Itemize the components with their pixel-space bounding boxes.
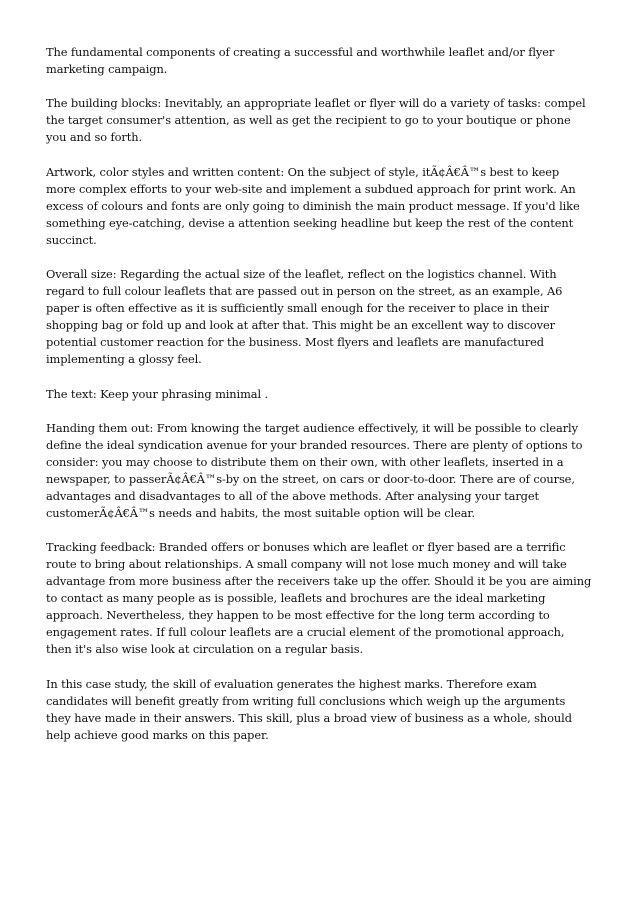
paragraph-intro: The fundamental components of creating a successful and worthwhile leaflet and/or flyer marketing campaign. (46, 45, 555, 76)
paragraph-text: The text: Keep your phrasing minimal . (46, 386, 269, 401)
paragraph-artwork: Artwork, color styles and written content: On the subject of style, itÃ¢Â€Â™s best to keep more complex efforts to your web-site and implement a subdued approach for print work. An excess of colours and fonts are only going to diminish the main product message. If you'd like something eye-catching, devise a attention seeking headline but keep the rest of the content succinct. (46, 164, 580, 247)
paragraph-tracking-feedback: Tracking feedback: Branded offers or bonuses which are leaflet or flyer based are a terrific route to bring about relationships. A small company will not lose much money and will take advantage from more business after the receivers take up the offer. Should it be you are aiming to contact as many people as is possible, leaflets and brochures are the ideal marketing approach. Nevertheless, they happen to be most effective for the long term according to engagement rates. If full colour leaflets are a crucial element of the promotional approach, then it's also wise look at circulation on a regular basis. (46, 540, 592, 657)
document-body (46, 44, 592, 761)
paragraph-case-study: In this case study, the skill of evaluation generates the highest marks. Therefore exam candidates will benefit greatly from writing full conclusions which weigh up the arguments they have made in their answers. This skill, plus a broad view of business as a whole, should help achieve good marks on this paper. (46, 676, 572, 742)
paragraph-building-blocks: The building blocks: Inevitably, an appropriate leaflet or flyer will do a variety of tasks: compel the target consumer's attention, as well as get the recipient to go to your boutique or phone you and so forth. (46, 96, 586, 145)
paragraph-handing-out: Handing them out: From knowing the target audience effectively, it will be possible to clearly define the ideal syndication avenue for your branded resources. There are plenty of options to consider: you may choose to distribute them on their own, with other leaflets, inserted in a newspaper, to passerÃ¢Â€Â™s-by on the street, on cars or door-to-door. There are of course, advantages and disadvantages to all of the above methods. After analysing your target customerÃ¢Â€Â™s needs and habits, the most suitable option will be clear. (46, 420, 583, 520)
paragraph-overall-size: Overall size: Regarding the actual size of the leaflet, reflect on the logistics channel. With regard to full colour leaflets that are passed out in person on the street, as an example, A6 paper is often effective as it is sufficiently small enough for the receiver to place in their shopping bag or fold up and look at after that. This might be an excellent way to discover potential customer reaction for the business. Most flyers and leaflets are manufactured implementing a glossy feel. (46, 267, 563, 367)
